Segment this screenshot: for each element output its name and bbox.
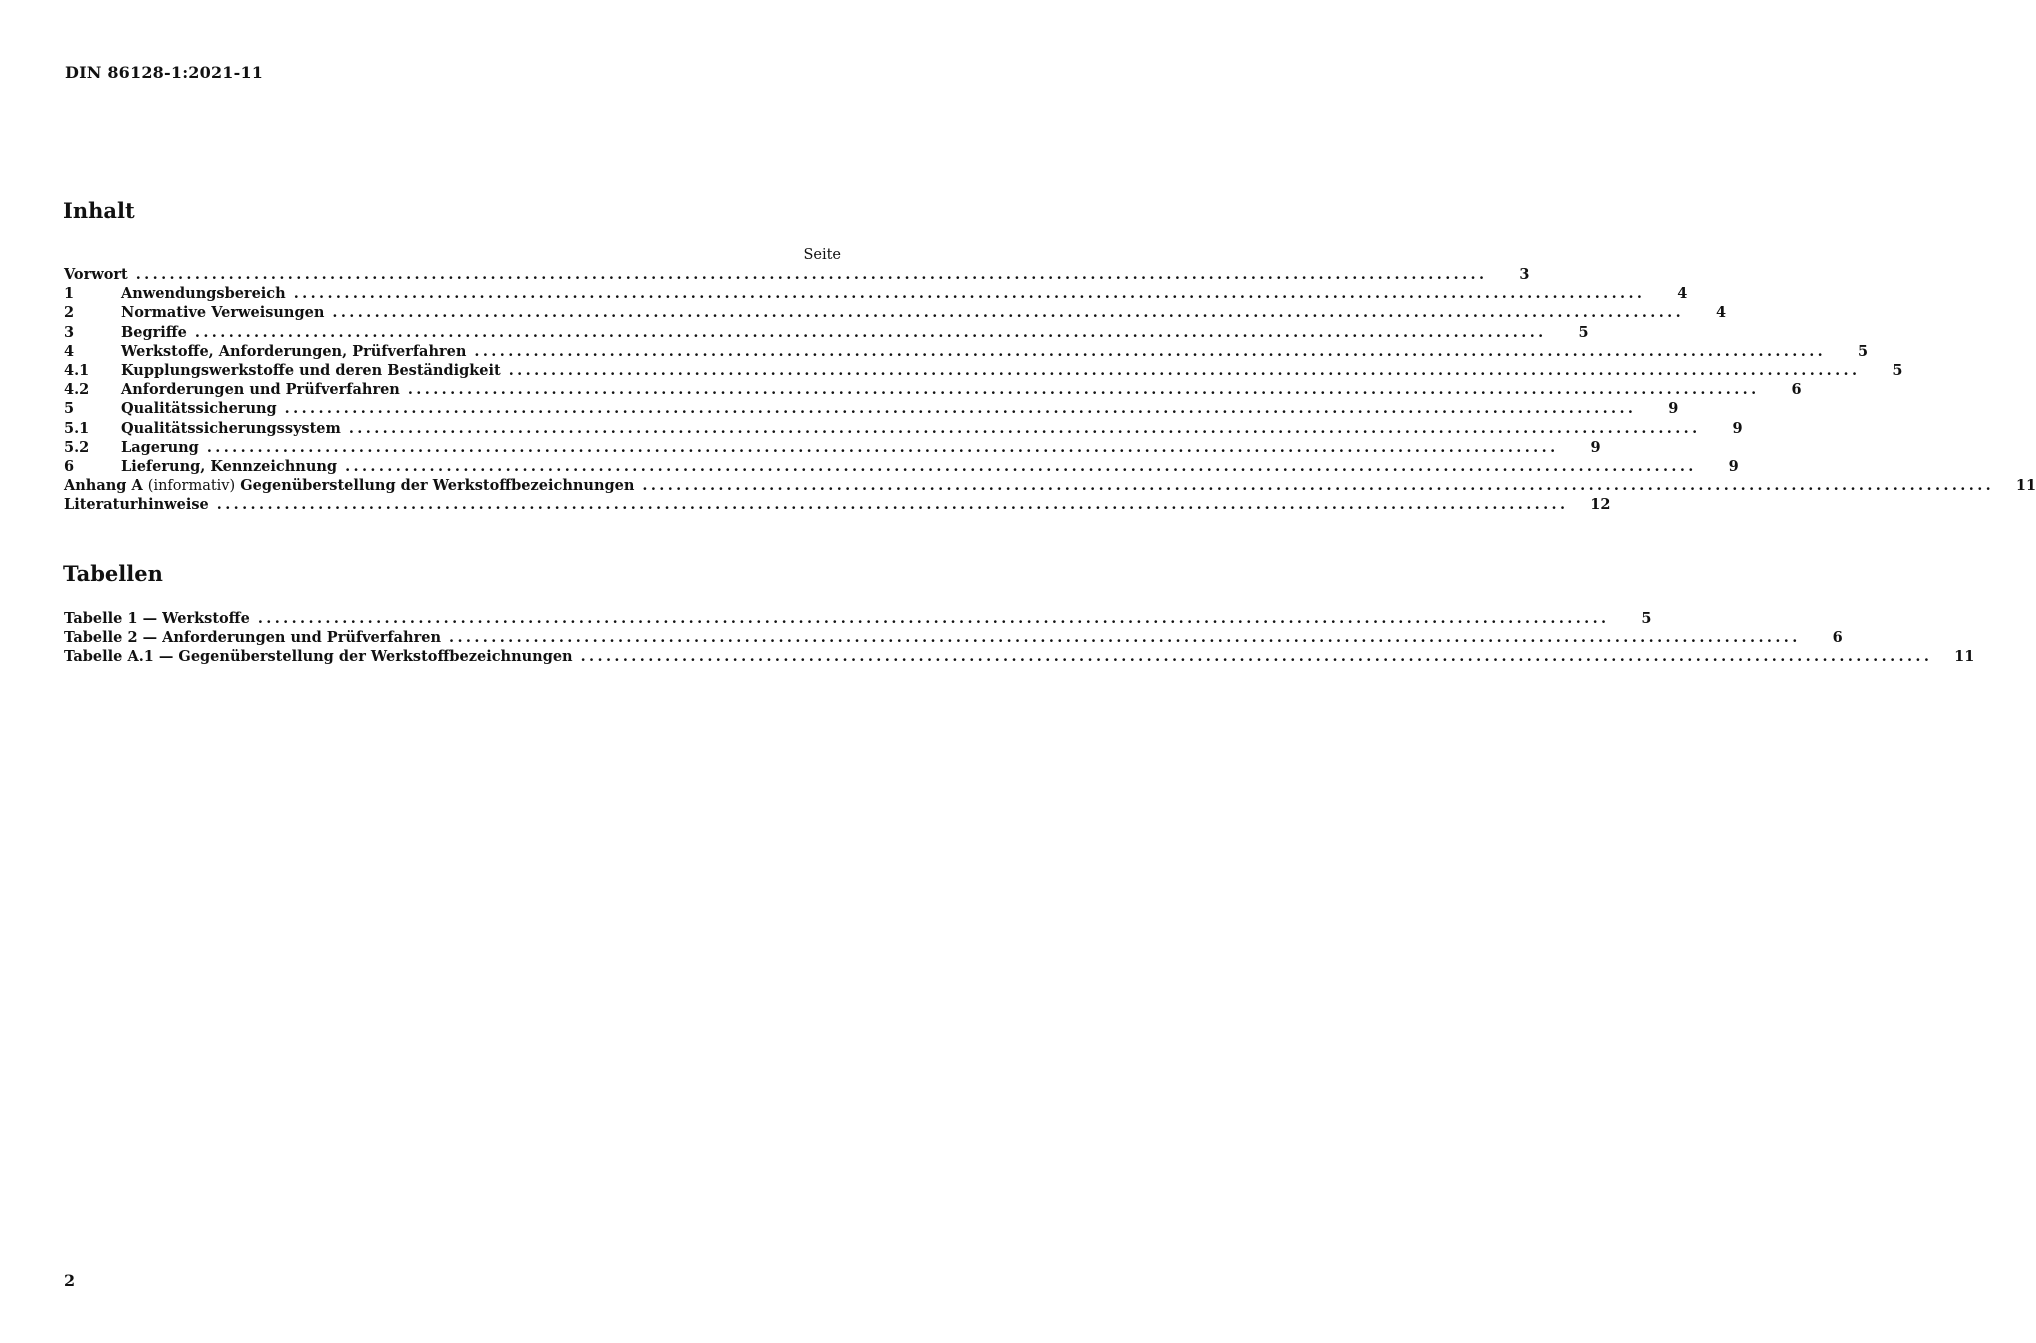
toc-entry-page: 6: [1791, 381, 1802, 399]
toc-entry-6[interactable]: [64, 457, 1739, 476]
toc-entry-1[interactable]: [64, 284, 1688, 303]
toc-entry-table-a1[interactable]: [64, 647, 1975, 666]
toc-entry-page: 11: [2015, 477, 2036, 495]
toc-entry-page: 4: [1677, 285, 1688, 303]
toc-entry-page: 3: [1519, 266, 1530, 283]
dot-leader: ................................................................................................................................................................: [332, 304, 1685, 322]
toc-entry-page: 9: [1668, 400, 1679, 418]
page-number: 2: [64, 1271, 76, 1290]
toc-entry-title: Normative Verweisungen: [121, 304, 325, 322]
toc-entry-title: Tabelle 1 — Werkstoffe: [64, 610, 250, 627]
toc-entry-3[interactable]: [64, 323, 1589, 342]
annex-title: Gegenüberstellung der Werkstoffbezeichnungen: [240, 477, 635, 495]
toc-entry-number: 4.1: [64, 361, 90, 379]
toc-entry-title: Werkstoffe, Anforderungen, Prüfverfahren: [121, 342, 467, 360]
toc-entry-2[interactable]: [64, 303, 1727, 322]
toc-entry-title: Lagerung: [121, 438, 199, 456]
toc-entry-5-2[interactable]: [64, 438, 1601, 457]
toc-entry-title: Literaturhinweise: [64, 496, 209, 514]
toc-entry-table-1[interactable]: [64, 609, 1652, 628]
dot-leader: ................................................................................................................................................................: [206, 438, 1559, 456]
dot-leader: ................................................................................................................................................................: [348, 419, 1701, 437]
toc-entry-page: 4: [1715, 304, 1727, 322]
toc-entry-number: 1: [64, 285, 75, 303]
toc-entry-4-1[interactable]: [64, 361, 1903, 380]
dot-leader: ................................................................................................................................................................: [580, 648, 1933, 666]
toc-entry-page: 5: [1892, 361, 1903, 379]
dot-leader: ................................................................................................................................................................: [407, 381, 1760, 399]
contents-heading: Inhalt: [63, 198, 135, 223]
toc-entry-page: 6: [1832, 629, 1843, 647]
dot-leader: ................................................................................................................................................................: [642, 477, 1995, 495]
toc-entry-4[interactable]: [64, 342, 1869, 361]
dot-leader: ................................................................................................................................................................: [284, 400, 1637, 418]
toc-entry-bibliography[interactable]: [64, 495, 1611, 514]
page-column-label: Seite: [803, 247, 841, 263]
toc-entry-title: Tabelle A.1 — Gegenüberstellung der Werkstoffbezeichnungen: [64, 648, 573, 666]
toc-entry-number: 4: [64, 342, 75, 360]
tables-heading: Tabellen: [63, 561, 163, 586]
toc-entry-page: 11: [1954, 648, 1975, 666]
toc-entry-number: 5.2: [64, 438, 90, 456]
toc-entry-number: 5.1: [64, 419, 90, 437]
toc-entry-page: 9: [1728, 457, 1739, 475]
toc-entry-title: Qualitätssicherung: [121, 400, 277, 418]
dot-leader: ................................................................................................................................................................: [293, 285, 1646, 303]
dot-leader: ................................................................................................................................................................: [345, 457, 1697, 475]
toc-entry-number: 3: [64, 323, 75, 341]
annex-prefix: Anhang A: [64, 477, 143, 495]
toc-entry-number: 4.2: [64, 381, 90, 399]
document-id: DIN 86128-1:2021-11: [65, 63, 264, 82]
toc-entry-page: 9: [1732, 419, 1743, 437]
toc-entry-title: Qualitätssicherungssystem: [121, 419, 341, 437]
dot-leader: ................................................................................................................................................................: [135, 266, 1488, 283]
toc-entry-title: [64, 476, 642, 496]
toc-entry-vorwort[interactable]: [64, 265, 1530, 284]
toc-entry-number: 6: [64, 457, 75, 475]
toc-entry-number: 2: [64, 304, 75, 322]
toc-entry-5-1[interactable]: [64, 419, 1743, 438]
toc-entry-annex-a[interactable]: [64, 476, 2036, 495]
toc-entry-page: 5: [1641, 610, 1652, 627]
dot-leader: ................................................................................................................................................................: [474, 342, 1827, 360]
list-of-tables: [64, 609, 1975, 667]
toc-entry-page: 12: [1590, 496, 1611, 514]
toc-entry-5[interactable]: [64, 399, 1679, 418]
toc-entry-title: Lieferung, Kennzeichnung: [121, 457, 338, 475]
toc-entry-title: Vorwort: [64, 266, 128, 283]
toc-entry-page: 5: [1858, 342, 1869, 360]
toc-entry-page: 9: [1590, 438, 1601, 456]
toc-entry-page: 5: [1578, 323, 1589, 341]
table-of-contents: [64, 246, 2036, 514]
dot-leader: ................................................................................................................................................................: [508, 361, 1861, 379]
annex-qualifier: (informativ): [147, 478, 236, 495]
toc-entry-title: Anwendungsbereich: [121, 285, 286, 303]
toc-entry-title: Kupplungswerkstoffe und deren Beständigkeit: [121, 361, 501, 379]
dot-leader: ................................................................................................................................................................: [216, 496, 1569, 514]
toc-entry-title: Begriffe: [121, 323, 187, 341]
toc-entry-table-2[interactable]: [64, 628, 1843, 647]
toc-entry-4-2[interactable]: [64, 380, 1802, 399]
dot-leader: ................................................................................................................................................................: [257, 610, 1610, 627]
dot-leader: ................................................................................................................................................................: [194, 323, 1547, 341]
toc-entry-title: Tabelle 2 — Anforderungen und Prüfverfahren: [64, 629, 441, 647]
toc-entry-number: 5: [64, 400, 75, 418]
toc-entry-title: Anforderungen und Prüfverfahren: [121, 381, 400, 399]
dot-leader: ................................................................................................................................................................: [449, 629, 1801, 647]
